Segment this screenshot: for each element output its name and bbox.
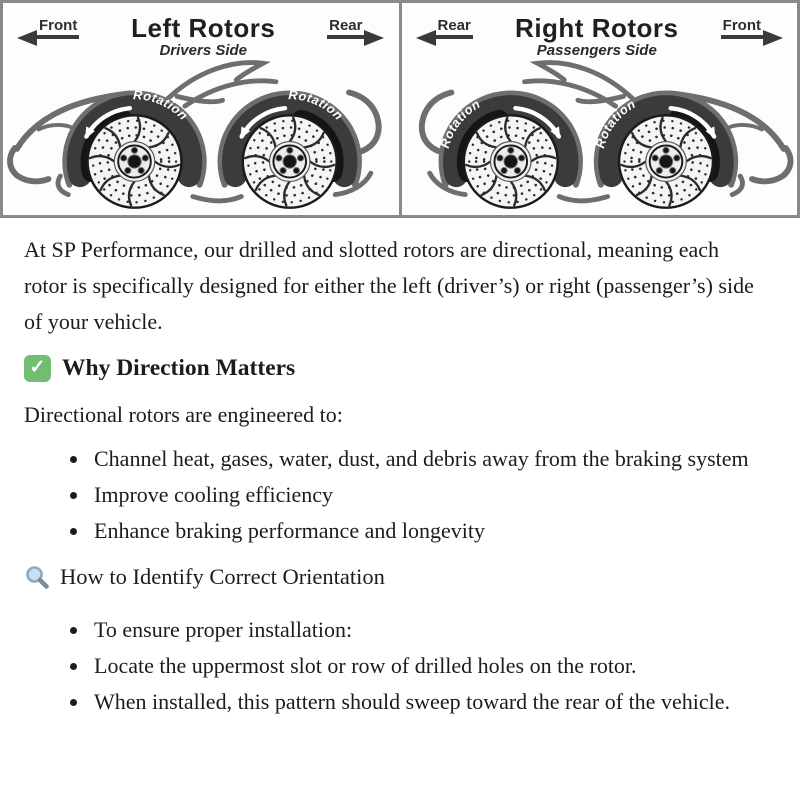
list-item: • To ensure proper installation: [90,612,790,648]
engineered-benefits-list [24,441,790,549]
front-direction-arrow [721,17,783,39]
arrow-right-icon [364,30,384,46]
panel-title-text: Left Rotors [131,13,276,43]
arrow-left-icon [17,30,37,46]
svg-text:Rotation: Rotation [591,96,638,150]
rear-label: Rear [327,17,364,39]
front-label: Front [37,17,79,39]
why-direction-matters-heading [24,353,790,383]
svg-text:Rotation: Rotation [436,96,483,150]
left-panel-title [131,14,275,59]
rear-direction-arrow [327,17,384,39]
orientation-steps-list [24,612,790,720]
list-item: • When installed, this pattern should sweep toward the rear of the vehicle. [90,684,790,720]
svg-text:Rotation: Rotation [132,87,192,123]
rear-direction-arrow [416,17,473,39]
article-content [0,232,800,720]
svg-text:Rotation: Rotation [287,87,347,123]
check-mark-icon: ✓ [24,355,51,382]
heading-text: Why Direction Matters [62,355,296,381]
list-item: • Channel heat, gases, water, dust, and debris away from the braking system [90,441,790,477]
left-rotors-panel [3,3,399,215]
right-rotors-panel [399,3,798,215]
front-label: Front [721,17,763,39]
panel-title-text: Right Rotors [515,13,679,43]
list-item: • Locate the uppermost slot or row of drilled holes on the rotor. [90,648,790,684]
panel-subtitle-text: Passengers Side [536,42,657,59]
arrow-right-icon [763,30,783,46]
identify-orientation-heading [24,562,790,592]
heading-text: How to Identify Correct Orientation [60,564,385,589]
arrow-left-icon [416,30,436,46]
right-panel-header [402,3,798,59]
intro-paragraph: At SP Performance, our drilled and slotted rotors are directional, meaning each rotor is specifically designed for either the left (driver’s) or right (passenger’s) side of your vehicle. [24,237,754,334]
left-panel-header [3,3,399,59]
rear-label: Rear [436,17,473,39]
engineered-lead-text: Directional rotors are engineered to: [24,402,343,427]
list-item: • Enhance braking performance and longevity [90,513,790,549]
magnifier-icon [24,564,50,590]
rotor-direction-diagram [0,0,800,218]
right-panel-title [515,14,678,59]
list-item: • Improve cooling efficiency [90,477,790,513]
front-direction-arrow [17,17,79,39]
panel-subtitle-text: Drivers Side [159,42,247,59]
